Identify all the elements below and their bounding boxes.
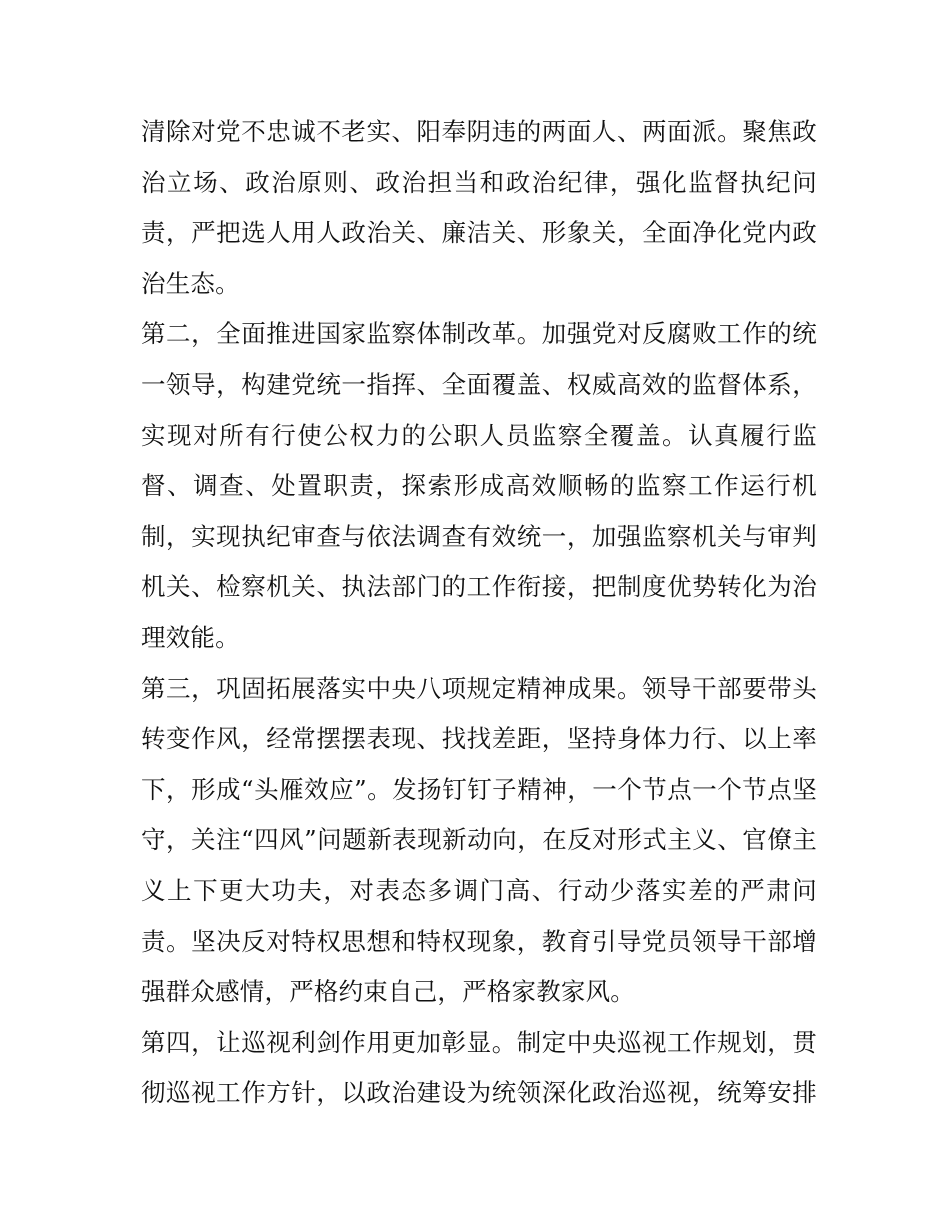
text-line: 第二，全面推进国家监察体制改革。加强党对反腐败工作的统 — [141, 319, 817, 349]
text-line: 第三，巩固拓展落实中央八项规定精神成果。领导干部要带头 — [141, 673, 817, 703]
text-line: 理效能。 — [141, 622, 240, 652]
text-line: 机关、检察机关、执法部门的工作衔接，把制度优势转化为治 — [141, 572, 817, 602]
paragraph-3 — [141, 664, 817, 1018]
text-line: 督、调查、处置职责，探索形成高效顺畅的监察工作运行机 — [141, 471, 817, 501]
paragraph-4 — [141, 1018, 817, 1119]
text-line: 下，形成“头雁效应”。发扬钉钉子精神，一个节点一个节点坚 — [141, 774, 817, 804]
text-line: 强群众感情，严格约束自己，严格家教家风。 — [141, 977, 635, 1007]
text-line: 责。坚决反对特权思想和特权现象，教育引导党员领导干部增 — [141, 926, 817, 956]
text-line: 彻巡视工作方针，以政治建设为统领深化政治巡视，统筹安排 — [141, 1078, 817, 1108]
text-line: 实现对所有行使公权力的公职人员监察全覆盖。认真履行监 — [141, 420, 817, 450]
paragraph-2 — [141, 309, 817, 663]
paragraph-1 — [141, 107, 817, 309]
document-body — [141, 107, 817, 1119]
text-line: 清除对党不忠诚不老实、阳奉阴违的两面人、两面派。聚焦政 — [141, 117, 817, 146]
text-line: 守，关注“四风”问题新表现新动向，在反对形式主义、官僚主 — [141, 825, 817, 855]
text-line: 责，严把选人用人政治关、廉洁关、形象关，全面净化党内政 — [141, 218, 817, 248]
text-line: 制，实现执纪审查与依法调查有效统一，加强监察机关与审判 — [141, 521, 817, 551]
text-line: 第四，让巡视利剑作用更加彰显。制定中央巡视工作规划，贯 — [141, 1027, 817, 1057]
text-line: 一领导，构建党统一指挥、全面覆盖、权威高效的监督体系， — [141, 369, 817, 399]
text-line: 义上下更大功夫，对表态多调门高、行动少落实差的严肃问 — [141, 875, 817, 905]
text-line: 治生态。 — [141, 268, 240, 298]
text-line: 治立场、政治原则、政治担当和政治纪律，强化监督执纪问 — [141, 167, 817, 197]
text-line: 转变作风，经常摆摆表现、找找差距，坚持身体力行、以上率 — [141, 724, 817, 754]
